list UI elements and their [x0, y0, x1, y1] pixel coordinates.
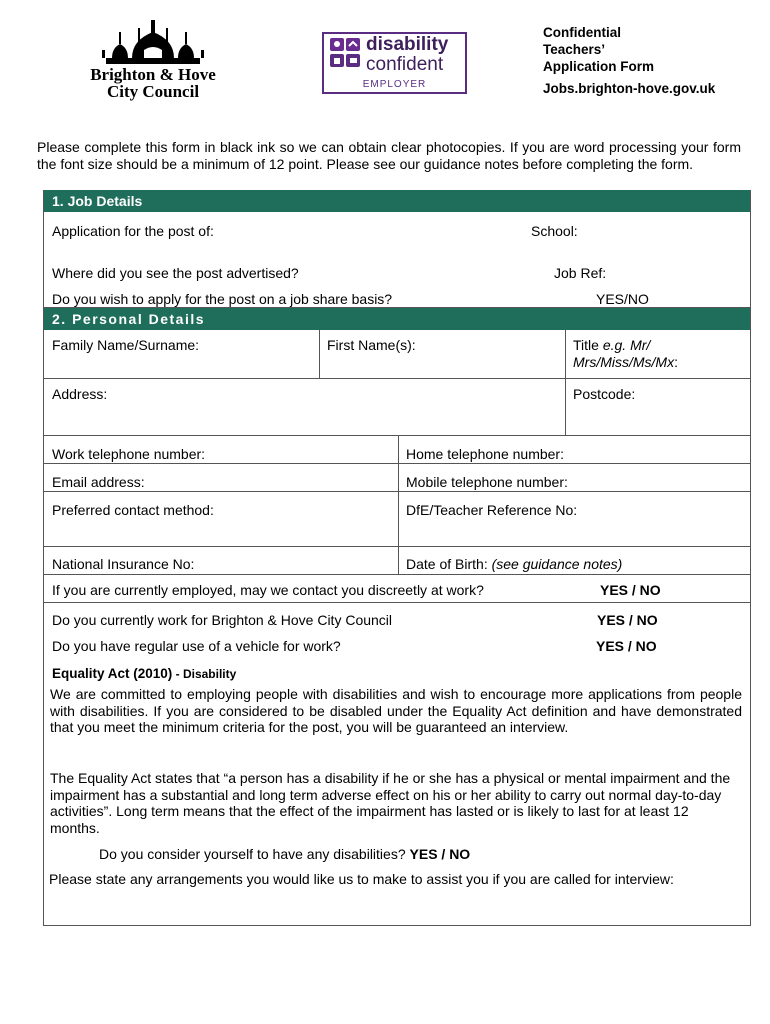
q-contact-work: If you are currently employed, may we contact you discreetly at work? — [52, 582, 484, 598]
divider — [565, 379, 566, 435]
arrangements-label: Please state any arrangements you would like us to make to assist you if you are called for interview: — [49, 871, 674, 887]
title-label-text: Title — [573, 337, 599, 353]
contact-work-row — [44, 575, 750, 603]
work-tel-label: Work telephone number: — [52, 446, 206, 462]
divider — [398, 547, 399, 574]
ni-label: National Insurance No: — [52, 556, 195, 572]
home-tel-label: Home telephone number: — [406, 446, 564, 462]
intro-text: Please complete this form in black ink so we can obtain clear photocopies. If you are word processing your form the font size should be a minimum of 12 point. Please see our guidance notes before completing the form. — [37, 139, 741, 172]
form-title-line3: Application Form — [543, 59, 654, 74]
equality-para1: We are committed to employing people with disabilities and wish to encourage more applications from people with disabilities. If you are considered to be disabled under the Equality Act definition and have demonstrated that you meet the minimum criteria for the post, you will be guaranteed an interview. — [50, 686, 742, 735]
form-title-line2: Teachers’ — [543, 42, 606, 57]
section-heading-job-details: 1. Job Details — [44, 190, 750, 212]
address-row — [44, 379, 750, 436]
title-hint-line2: Mrs/Miss/Ms/Mx — [573, 354, 675, 370]
post-label: Application for the post of: — [52, 223, 214, 239]
q-vehicle-answer[interactable]: YES / NO — [596, 638, 657, 654]
ni-row — [44, 547, 750, 575]
job-ref-label: Job Ref: — [554, 265, 607, 281]
job-share-answer[interactable]: YES/NO — [596, 291, 649, 307]
title-hint-line1: e.g. Mr/ — [602, 337, 651, 353]
job-share-label: Do you wish to apply for the post on a job share basis? — [52, 291, 393, 307]
contact-row — [44, 492, 750, 547]
disability-confident-logo — [322, 32, 467, 94]
lower-block — [44, 603, 750, 925]
first-name-label: First Name(s): — [327, 337, 416, 353]
dfe-label: DfE/Teacher Reference No: — [406, 502, 578, 518]
q-disability-answer[interactable]: YES / NO — [409, 846, 471, 862]
q-contact-work-answer[interactable]: YES / NO — [600, 582, 661, 598]
form-title-line1: Confidential — [543, 25, 621, 40]
divider — [565, 330, 566, 378]
equality-heading-main: Equality Act (2010) — [52, 666, 173, 681]
telephone-row — [44, 436, 750, 464]
form-title-block — [543, 24, 715, 97]
postcode-label: Postcode: — [573, 386, 636, 402]
dc-word-disability: disability — [366, 34, 449, 55]
application-form — [43, 190, 751, 926]
school-label: School: — [531, 223, 578, 239]
dob-label-text: Date of Birth: — [406, 556, 488, 572]
q-disability-text: Do you consider yourself to have any disabilities? — [99, 846, 406, 862]
dob-label — [406, 556, 622, 572]
dc-employer-label: EMPLOYER — [362, 79, 427, 90]
equality-heading-sub: - Disability — [172, 667, 237, 681]
council-name-line1: Brighton & Hove — [90, 65, 216, 84]
q-bhcc-answer[interactable]: YES / NO — [597, 612, 658, 628]
q-disability — [99, 846, 470, 862]
title-label — [573, 337, 678, 371]
contact-method-label: Preferred contact method: — [52, 502, 214, 518]
advertised-label: Where did you see the post advertised? — [52, 265, 299, 281]
divider — [398, 492, 399, 546]
surname-label: Family Name/Surname: — [52, 337, 200, 353]
email-label: Email address: — [52, 474, 145, 490]
website: Jobs.brighton-hove.gov.uk — [543, 81, 716, 96]
name-row — [44, 330, 750, 379]
divider — [398, 464, 399, 491]
equality-heading — [52, 666, 236, 681]
q-vehicle: Do you have regular use of a vehicle for work? — [52, 638, 341, 654]
divider — [319, 330, 320, 378]
dob-hint: (see guidance notes) — [491, 556, 623, 572]
council-logo — [78, 18, 228, 100]
royal-pavilion-icon — [98, 18, 208, 66]
mobile-label: Mobile telephone number: — [406, 474, 568, 490]
job-details-block — [44, 212, 750, 308]
dc-word-confident: confident — [366, 54, 444, 75]
section-heading-personal-details: 2. Personal Details — [44, 308, 750, 330]
equality-para2: The Equality Act states that “a person has a disability if he or she has a physical or mental impairment and the impairment has a substantial and long term adverse effect on his or her ability to carry out normal day-to-day activities”. Long term means that the effect of the impairment has lasted or is likely to last for at least 12 months. — [50, 770, 731, 836]
title-colon: : — [674, 354, 678, 370]
council-name-line2: City Council — [106, 82, 200, 101]
address-label: Address: — [52, 386, 108, 402]
divider — [398, 436, 399, 463]
q-bhcc: Do you currently work for Brighton & Hove City Council — [52, 612, 393, 628]
email-row — [44, 464, 750, 492]
